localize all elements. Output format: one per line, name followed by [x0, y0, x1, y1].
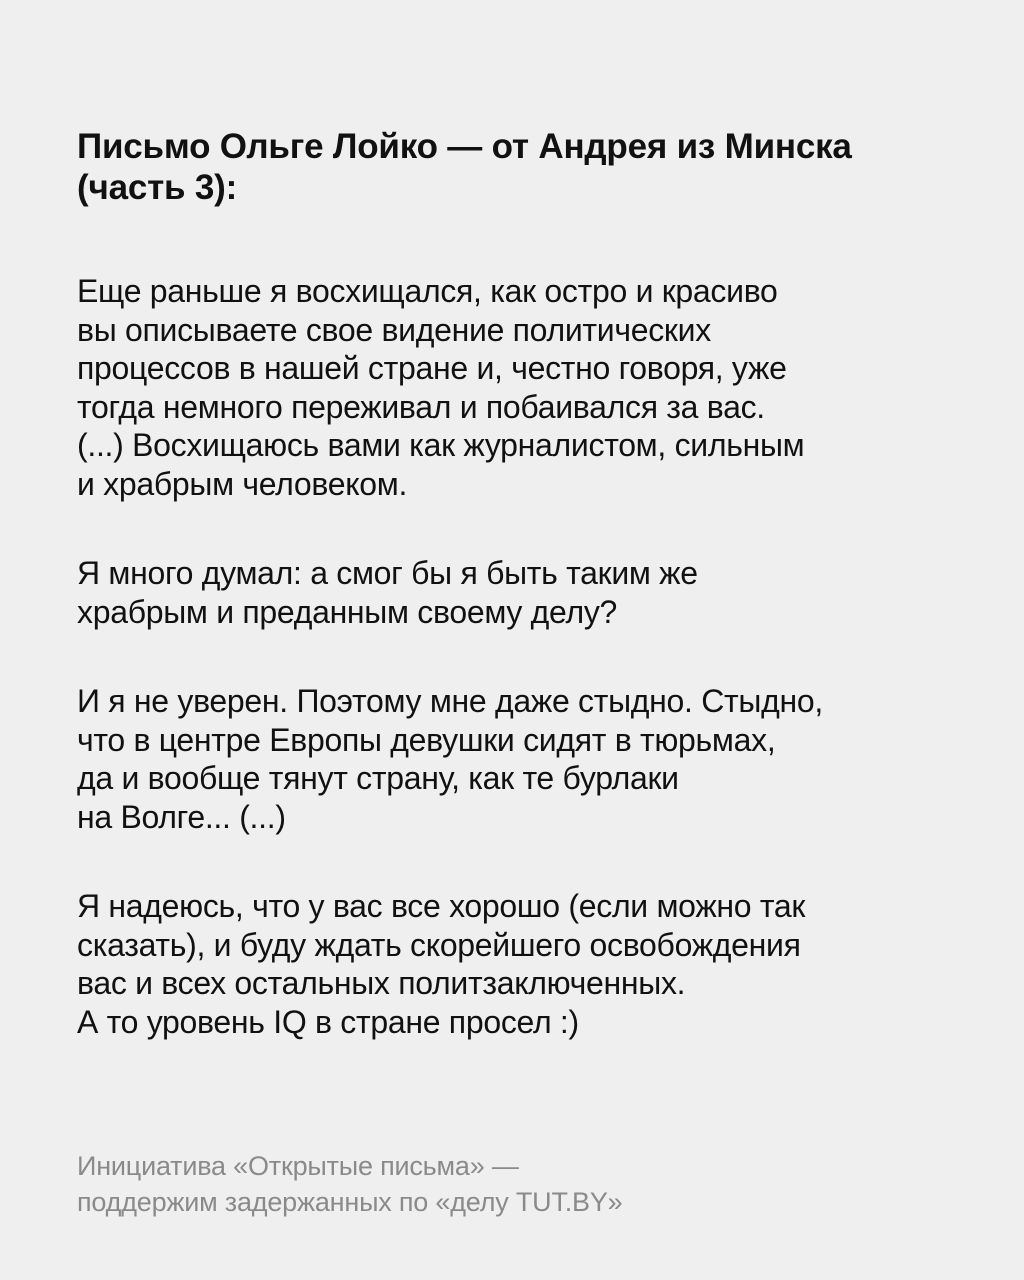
text-line: Я надеюсь, что у вас все хорошо (если можно так [77, 888, 806, 924]
paragraph-3 [77, 682, 954, 836]
text-line: и храбрым человеком. [77, 465, 408, 502]
footer-line: поддержим задержанных по «делу TUT.BY» [77, 1187, 623, 1217]
text-line: процессов в нашей стране и, честно говоря, уже [77, 350, 787, 386]
footer-line: Инициатива «Открытые письма» — [77, 1151, 519, 1181]
text-line: А то уровень IQ в стране просел :) [77, 1003, 579, 1040]
text-line: Еще раньше я восхищался, как остро и красиво [77, 273, 778, 309]
text-line: сказать), и буду ждать скорейшего освобождения [77, 926, 801, 963]
text-line: да и вообще тянут страну, как те бурлаки [77, 760, 679, 796]
text-line: вы описываете свое видение политических [77, 311, 711, 348]
paragraph-1 [77, 272, 954, 503]
text-line: (...) Восхищаюсь вами как журналистом, сильным [77, 427, 805, 463]
text-line: что в центре Европы девушки сидят в тюрьмах, [77, 721, 776, 758]
text-line: тогда немного переживал и побаивался за вас. [77, 388, 765, 425]
text-line: вас и всех остальных политзаключенных. [77, 965, 686, 1001]
letter-body [77, 272, 954, 1041]
title-line: (часть 3): [77, 168, 238, 207]
paragraph-2 [77, 554, 954, 631]
text-line: Я много думал: а смог бы я быть таким же [77, 555, 698, 591]
text-line: храбрым и преданным своему делу? [77, 593, 618, 630]
initiative-footer [77, 1148, 623, 1220]
title-line: Письмо Ольге Лойко — от Андрея из Минска [77, 127, 852, 166]
text-line: И я не уверен. Поэтому мне даже стыдно. Стыдно, [77, 683, 823, 719]
paragraph-4 [77, 887, 954, 1041]
letter-title [77, 126, 954, 208]
text-line: на Волге... (...) [77, 798, 286, 835]
